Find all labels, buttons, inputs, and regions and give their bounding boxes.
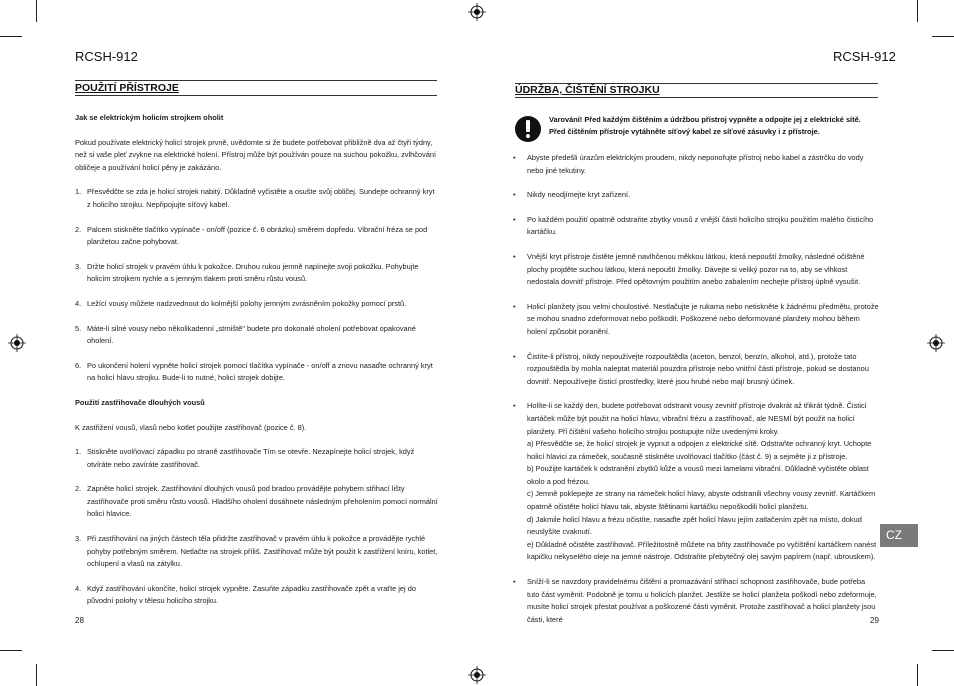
list-item: 5. Máte-li silné vousy nebo několikadenní „strniště" budete pro dokonalé oholení potřebovat opakované oholení. <box>75 323 416 346</box>
left-body <box>75 112 439 608</box>
list-item: • Po každém použití opatrně odstraňte zbytky vousů z vnější části holicího strojku použitím malého čisticího kartáčku. <box>513 214 874 237</box>
model-header: RCSH-912 <box>833 49 896 64</box>
page-number: 28 <box>75 616 84 625</box>
registration-mark-icon <box>927 334 945 352</box>
subheading: Jak se elektrickým holicím strojkem oholit <box>75 113 224 122</box>
list-item: 3. Držte holicí strojek v pravém úhlu k pokožce. Druhou rukou jemně napínejte svoji pokožku. Pohybujte holicím strojkem rychle a s jemným tlakem proti směru růstu vousů. <box>75 261 419 284</box>
list-item: • Abyste předešli úrazům elektrickým proudem, nikdy neponořujte přístroj nebo kabel a zástrčku do vody nebo jiné tekutiny. <box>513 153 864 175</box>
list-item: 2. Zapněte holicí strojek. Zastřihování dlouhých vousů pod bradou provádějte pohybem střihací lišty zastřihovače proti směru růstu vousů. Hladšího oholení dosáhnete následným přeholením pomocí normální holicí hlavice. <box>75 484 438 519</box>
list-item: • Vnější kryt přístroje čistěte jemně navlhčenou měkkou látkou, která nepouští žmolky, následné očištěné plochy projděte suchou látkou, která nepouští žmolky. Dávejte si veliký pozor na to, aby se vlhkost nedostala dovnitř přístroje. Před opětovným použitím anebo zabalením nechejte přístroj úplně vysušit. <box>513 251 865 287</box>
list-item: 4. Ležící vousy můžete nadzvednout do kolmější polohy jemným zvrásněním pokožky pomocí prstů. <box>75 298 407 308</box>
warning-box <box>515 114 879 142</box>
list-item: 6. Po ukončení holení vypněte holicí strojek pomocí tlačítka vypínače - on/off a znovu nasaďte ochranný kryt na holicí hlavu strojku. Bude-li to nutné, holicí strojek dobijte. <box>75 360 433 383</box>
list-item: • Holicí planžety jsou velmi choulostivé. Nestlačujte je rukama nebo netiskněte k žádnému předmětu, protože se mohou snadno zdeformovat nebo poškodit. Poškozené nebo deformované planžety mohou během holení způsobit poranění. <box>513 301 879 336</box>
warning-text: Varování! Před každým čištěním a údržbou přístroj vypněte a odpojte jej z elektrické sítě. Před čištěním přístroje vytáhněte síťový kabel ze síťové zásuvky i z přístroje. <box>549 115 861 136</box>
subheading: Použití zastřihovače dlouhých vousů <box>75 397 205 407</box>
page-number: 29 <box>870 616 879 625</box>
list-item: • Čistíte-li přístroj, nikdy nepoužívejte rozpouštědla (aceton, benzol, benzín, alkohol, atd.), protože tato rozpouštědla by mohla naleptat materiál pouzdra přístroje nebo vnitřní části přístroje, pokud se dostanou dovnitř. Nepoužívejte čisticí prostředky, které jsou hrubé nebo mají brusný účinek. <box>513 351 869 386</box>
list-item: 4. Když zastřihování ukončíte, holicí strojek vypněte. Zasuňte západku zastřihovače zpět a vraťte jej do původní polohy v tělesu holicího strojku. <box>75 583 416 606</box>
crop-mark <box>932 650 954 651</box>
crop-mark <box>917 664 918 686</box>
section-heading: POUŽITÍ PŘÍSTROJE <box>75 82 179 94</box>
heading-rule <box>515 97 878 98</box>
list-item: 2. Palcem stiskněte tlačítko vypínače - on/off (pozice č. 6 obrázku) směrem dopředu. Vibrační fréza se pod planžetou začne pohybovat. <box>75 224 428 247</box>
header-rule <box>75 80 437 81</box>
heading-rule <box>75 95 437 96</box>
list-item: • Nikdy neodjímejte kryt zařízení. <box>513 190 631 200</box>
crop-mark <box>932 36 954 37</box>
list-item: • Holíte-li se každý den, budete potřebovat odstranit vousy zevnitř přístroje dvakrát až třikrát týdně. Čisticí kartáček může být použit na holicí hlavu, vibrační frézu a zastřihovač, ale NESMÍ být použit na holicí planžety. Při čištění vašeho holicího strojku postupujte níže uvedenými kroky. a) Přesvědčte se, že holicí strojek je vypnut a odpojen z elektrické sítě. Odstraňte ochranný kryt. Uchopte holicí hlavici za rámeček, současně stiskněte uvolňovací tlačítko (část č. 9) a sejměte ji z přístroje. b) Použijte kartáček k odstranění zbytků kůže a vousů mezi lamelami vibrační. Důkladně vyčistěte oblast okolo a pod frézou. c) Jemně poklepejte ze strany na rámeček holicí hlavy, abyste odstranili všechny vousy zevnitř. Kartáčkem opatrně očistěte holicí hlavu tak, abyste štětinami kartáčku nepoškodili holicí planžetu. d) Jakmile holicí hlavu a frézu očistíte, nasaďte zpět holicí hlavu jejím zatlačením zpět na místo, dokud neuslyšíte cvaknutí. e) Důkladně očistěte zastřihovač. Příležitostně můžete na břity zastřihovače po vyčištění kartáčkem nanést kapičku nekyselého oleje na jemné nástroje. Odstraňte přebytečný olej savým papírem (např. ubrouskem). <box>513 401 877 562</box>
intro-paragraph: K zastřižení vousů, vlasů nebo kotlet použijte zastřihovač (pozice č. 8). <box>75 422 307 432</box>
warning-icon <box>515 116 541 142</box>
model-header: RCSH-912 <box>75 49 138 64</box>
crop-mark <box>917 0 918 22</box>
list-item: • Sníží-li se navzdory pravidelnému čištění a promazávání střihací schopnost zastřihovače, bude potřeba tuto část vyměnit. Podobně je tomu u holicích planžet. Jestliže se holicí planžeta poškodí nebo zdeformuje, musíte holicí strojek přestat používat a poškozené části vyměnit. Protože zastřihovač a holicí planžety jsou části, které <box>513 577 877 624</box>
list-item: 1. Přesvědčte se zda je holicí strojek nabitý. Důkladně vyčistěte a osušte svůj obličej. Sundejte ochranný kryt z holicího strojku. Nepřipojujte síťový kabel. <box>75 187 435 209</box>
intro-paragraph: Pokud používate elektrický holicí strojek prvně, uvědomte si že budete potřebovat přibližně dva až čtyři týdny, než si vaše pleť zvykne na elektrické holení. Přístroj může být používán pouze na suchou pokožku, zvlhčování obličeje a používání holicí pěny je zakázáno. <box>75 137 437 172</box>
list-item: 3. Při zastřihování na jiných částech těla přidržte zastřihovač v pravém úhlu k pokožce a provádějte rychlé pohyby potřebným směrem. Netlačte na strojek příliš. Zastřihovač může být použit k zastřižení kníru, kotlet, ochlupení a vlasů na zátylku. <box>75 534 438 569</box>
list-item: 1. Stiskněte uvolňovací západku po straně zastřihovače Tím se otevře. Nezapínejte holicí strojek, když otvíráte nebo zavíráte zastřihovač. <box>75 447 415 469</box>
right-body <box>513 152 879 626</box>
language-tab: CZ <box>880 524 918 547</box>
section-heading: ÚDRŽBA, ČIŠTĚNÍ STROJKU <box>515 84 660 96</box>
